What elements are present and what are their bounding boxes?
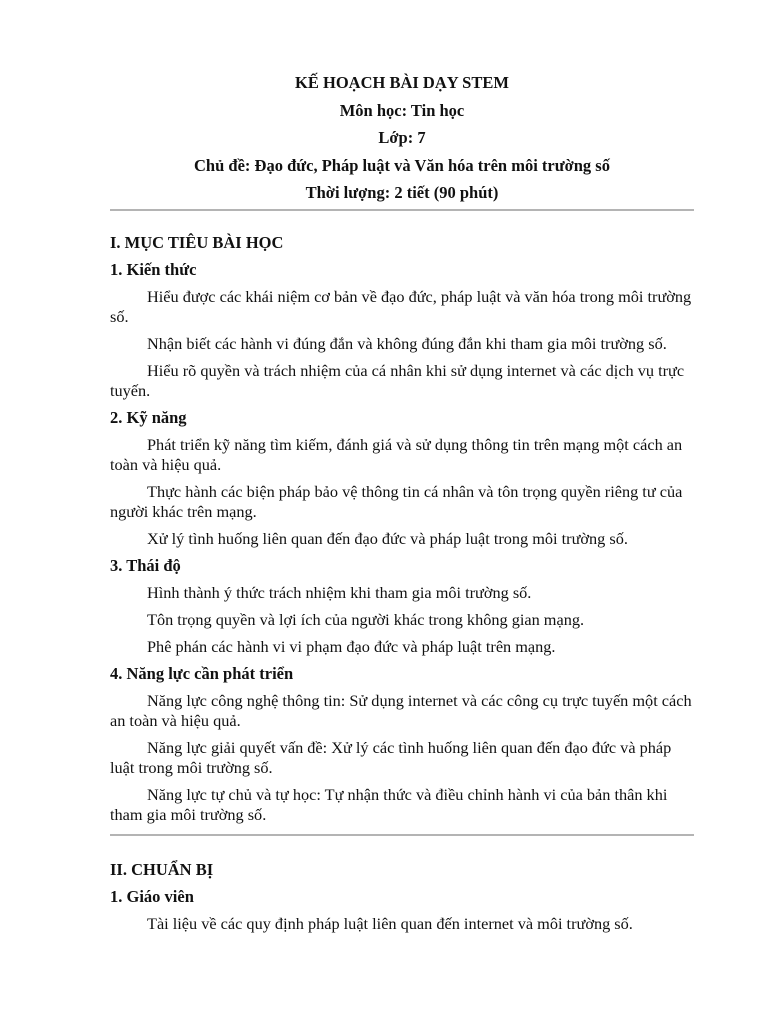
skills-item: Phát triển kỹ năng tìm kiếm, đánh giá và sử dụng thông tin trên mạng một cách an toàn và hiệu quả. [110, 434, 683, 474]
attitude-item: Tôn trọng quyền và lợi ích của người khác trong không gian mạng. [147, 609, 585, 629]
competency-item: Năng lực công nghệ thông tin: Sử dụng internet và các công cụ trực tuyến một cách an toàn và hiệu quả. [110, 690, 692, 730]
grade-line: Lớp: 7 [378, 128, 426, 147]
section-objectives-title: I. MỤC TIÊU BÀI HỌC [110, 232, 284, 252]
knowledge-item: Hiểu rõ quyền và trách nhiệm của cá nhân khi sử dụng internet và các dịch vụ trực tuyến. [110, 360, 685, 400]
subject-line: Môn học: Tin học [339, 100, 465, 120]
knowledge-heading: 1. Kiến thức [110, 259, 197, 279]
skills-item: Xử lý tình huống liên quan đến đạo đức và pháp luật trong môi trường số. [147, 528, 628, 548]
header-divider [110, 209, 694, 211]
teacher-item: Tài liệu về các quy định pháp luật liên quan đến internet và môi trường số. [147, 913, 633, 933]
attitude-heading: 3. Thái độ [110, 555, 181, 575]
document-page [110, 73, 694, 934]
section-divider [110, 834, 694, 836]
skills-item: Thực hành các biện pháp bảo vệ thông tin cá nhân và tôn trọng quyền riêng tư của người khác trên mạng. [110, 481, 683, 521]
section-preparation-title: II. CHUẨN BỊ [110, 859, 214, 879]
teacher-heading: 1. Giáo viên [110, 886, 194, 906]
attitude-item: Hình thành ý thức trách nhiệm khi tham gia môi trường số. [147, 582, 532, 602]
skills-heading: 2. Kỹ năng [110, 407, 187, 427]
competency-item: Năng lực tự chủ và tự học: Tự nhận thức và điều chỉnh hành vi của bản thân khi tham gia môi trường số. [110, 784, 668, 824]
competency-item: Năng lực giải quyết vấn đề: Xử lý các tình huống liên quan đến đạo đức và pháp luật trong môi trường số. [110, 737, 672, 777]
knowledge-item: Hiểu được các khái niệm cơ bản về đạo đức, pháp luật và văn hóa trong môi trường số. [110, 286, 692, 326]
document-header [110, 73, 694, 203]
competencies-heading: 4. Năng lực cần phát triển [110, 663, 294, 683]
document-title: KẾ HOẠCH BÀI DẠY STEM [295, 73, 509, 92]
attitude-item: Phê phán các hành vi vi phạm đạo đức và pháp luật trên mạng. [147, 636, 556, 656]
duration-line: Thời lượng: 2 tiết (90 phút) [305, 183, 499, 202]
topic-line: Chủ đề: Đạo đức, Pháp luật và Văn hóa trên môi trường số [194, 155, 610, 175]
knowledge-item: Nhận biết các hành vi đúng đắn và không đúng đắn khi tham gia môi trường số. [147, 333, 667, 353]
